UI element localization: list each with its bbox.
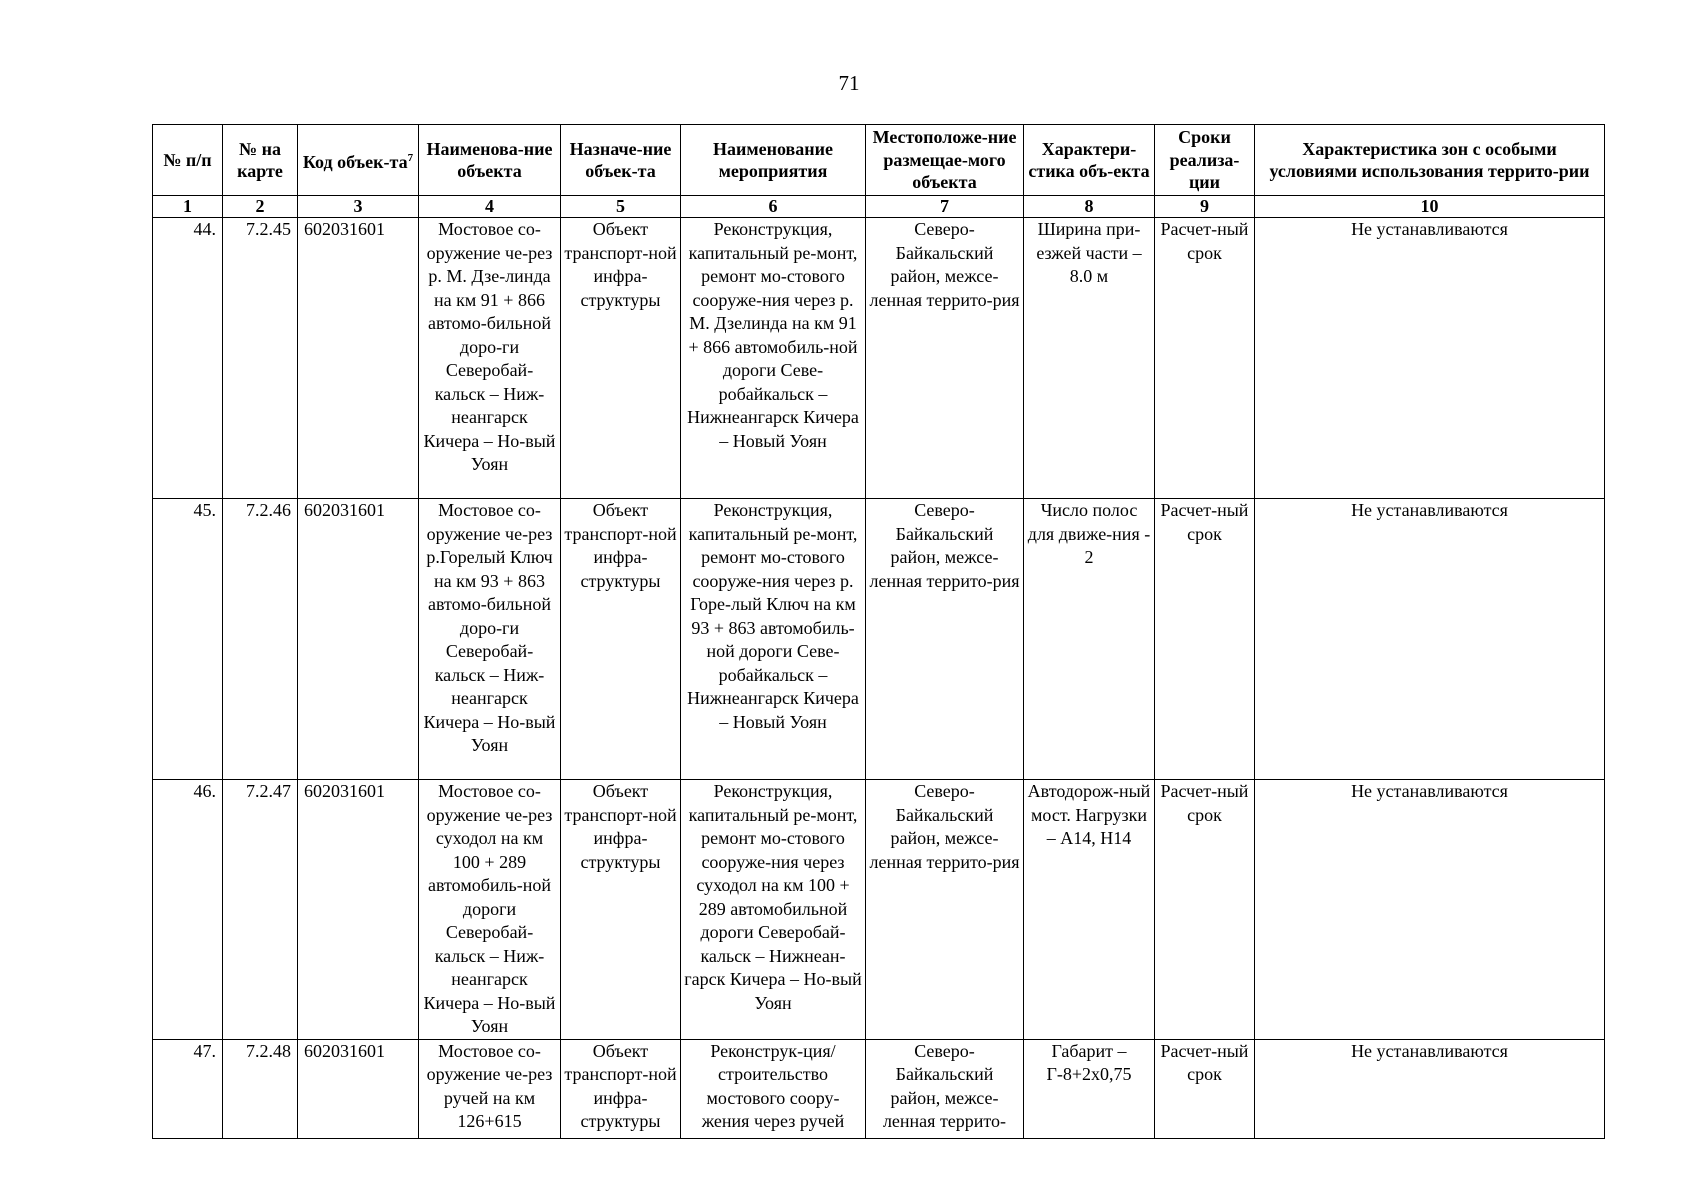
- object-characteristic: Число полос для движе-ния - 2: [1024, 499, 1155, 780]
- table-row-partial: [153, 1039, 1605, 1138]
- object-code: 602031601: [298, 1039, 419, 1138]
- column-number: 4: [419, 196, 561, 218]
- column-number: 1: [153, 196, 223, 218]
- object-purpose: Объект транспорт-ной инфра-структуры: [561, 1039, 681, 1138]
- column-number: 7: [866, 196, 1024, 218]
- implementation-terms: Расчет-ный срок: [1155, 1039, 1255, 1138]
- object-name: Мостовое со-оружение че-рез суходол на км 100 + 289 автомобиль-ной дороги Северобай-кальск – Ниж-неангарск Кичера – Но-вый Уоян: [419, 780, 561, 1040]
- page-number: 71: [838, 71, 860, 95]
- implementation-terms: Расчет-ный срок: [1155, 499, 1255, 780]
- table-header-row: [153, 125, 1605, 196]
- object-name: Мостовое со-оружение че-рез р. М. Дзе-линда на км 91 + 866 автомо-бильной доро-ги Северобай-кальск – Ниж-неангарск Кичера – Но-вый Уоян: [419, 218, 561, 499]
- row-index: 46.: [153, 780, 223, 1040]
- map-number: 7.2.47: [223, 780, 298, 1040]
- object-location: Северо-Байкальский район, межсе-ленная террито-рия: [866, 499, 1024, 780]
- special-zones: Не устанавливаются: [1255, 1039, 1605, 1138]
- object-characteristic: Габарит – Г-8+2х0,75: [1024, 1039, 1155, 1138]
- object-purpose: Объект транспорт-ной инфра-структуры: [561, 499, 681, 780]
- implementation-terms: Расчет-ный срок: [1155, 218, 1255, 499]
- object-purpose: Объект транспорт-ной инфра-структуры: [561, 218, 681, 499]
- column-number: 5: [561, 196, 681, 218]
- header-cell-object-code: Код объек-$та^7$: [298, 125, 419, 196]
- column-number: 6: [681, 196, 866, 218]
- special-zones: Не устанавливаются: [1255, 499, 1605, 780]
- measure-name: Реконструкция, капитальный ре-монт, ремонт мо-стового сооруже-ния через суходол на км 100 + 289 автомобильной дороги Северобай-кальск – Нижнеан-гарск Кичера – Но-вый Уоян: [681, 780, 866, 1040]
- object-code: 602031601: [298, 780, 419, 1040]
- header-cell-zones: Характеристика зон с особыми условиями использования террито-рии: [1255, 125, 1605, 196]
- column-number: 9: [1155, 196, 1255, 218]
- column-number: 3: [298, 196, 419, 218]
- map-number: 7.2.48: [223, 1039, 298, 1138]
- footnote-marker: 7: [407, 151, 414, 164]
- header-cell-map-number: № на карте: [223, 125, 298, 196]
- object-name: Мостовое со-оружение че-рез ручей на км 126+615: [419, 1039, 561, 1138]
- map-number: 7.2.46: [223, 499, 298, 780]
- object-name: Мостовое со-оружение че-рез р.Горелый Ключ на км 93 + 863 автомо-бильной доро-ги Северобай-кальск – Ниж-неангарск Кичера – Но-вый Уоян: [419, 499, 561, 780]
- special-zones: Не устанавливаются: [1255, 780, 1605, 1040]
- header-cell-measure: Наименование мероприятия: [681, 125, 866, 196]
- header-cell-characteristic: Характери-стика объ-екта: [1024, 125, 1155, 196]
- special-zones: Не устанавливаются: [1255, 218, 1605, 499]
- row-index: 44.: [153, 218, 223, 499]
- implementation-terms: Расчет-ный срок: [1155, 780, 1255, 1040]
- map-number: 7.2.45: [223, 218, 298, 499]
- measure-name: Реконструкция, капитальный ре-монт, ремонт мо-стового сооруже-ния через р. М. Дзелинда на км 91 + 866 автомобиль-ной дороги Севе-робайкальск – Нижнеангарск Кичера – Новый Уоян: [681, 218, 866, 499]
- column-number: 10: [1255, 196, 1605, 218]
- header-cell-purpose: Назначе-ние объек-та: [561, 125, 681, 196]
- object-location: Северо-Байкальский район, межсе-ленная террито-рия: [866, 780, 1024, 1040]
- object-code: 602031601: [298, 218, 419, 499]
- object-code: 602031601: [298, 499, 419, 780]
- column-number: 8: [1024, 196, 1155, 218]
- table-row: [153, 499, 1605, 780]
- object-location: Северо-Байкальский район, межсе-ленная террито-: [866, 1039, 1024, 1138]
- object-location: Северо-Байкальский район, межсе-ленная террито-рия: [866, 218, 1024, 499]
- object-characteristic: Автодорож-ный мост. Нагрузки – А14, Н14: [1024, 780, 1155, 1040]
- row-index: 45.: [153, 499, 223, 780]
- table-row: [153, 780, 1605, 1040]
- column-number: 2: [223, 196, 298, 218]
- measure-name: Реконструк-ция/строительство мостового соору-жения через ручей: [681, 1039, 866, 1138]
- measure-name: Реконструкция, капитальный ре-монт, ремонт мо-стового сооруже-ния через р. Горе-лый Ключ на км 93 + 863 автомобиль-ной дороги Севе-робайкальск – Нижнеангарск Кичера – Новый Уоян: [681, 499, 866, 780]
- object-characteristic: Ширина при-езжей части – 8.0 м: [1024, 218, 1155, 499]
- header-cell-object-name: Наименова-ние объекта: [419, 125, 561, 196]
- table-row: [153, 218, 1605, 499]
- row-index: 47.: [153, 1039, 223, 1138]
- header-cell-location: Местоположе-ние размещае-мого объекта: [866, 125, 1024, 196]
- planned-objects-table: [152, 124, 1605, 1139]
- header-cell-terms: Сроки реализа-ции: [1155, 125, 1255, 196]
- object-purpose: Объект транспорт-ной инфра-структуры: [561, 780, 681, 1040]
- column-number-row: [153, 196, 1605, 218]
- header-cell-index: № п/п: [153, 125, 223, 196]
